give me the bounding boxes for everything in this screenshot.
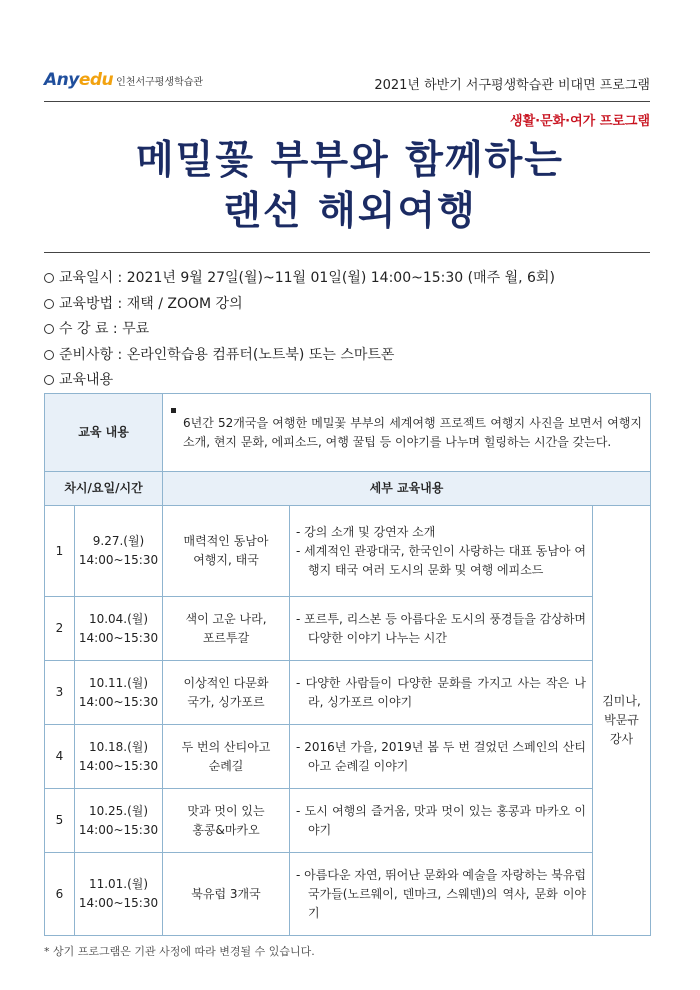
info-value: 2021년 9월 27일(월)~11월 01일(월) 14:00~15:30 (매주 월, 6회)	[126, 270, 555, 286]
session-date	[75, 853, 163, 936]
session-number: 2	[45, 597, 75, 661]
session-number: 5	[45, 789, 75, 853]
title-divider	[44, 252, 650, 253]
footnote: * 상기 프로그램은 기관 사정에 따라 변경될 수 있습니다.	[44, 945, 315, 958]
detail-line: - 2016년 가을, 2019년 봄 두 번 걸었던 스페인의 산티아고 순례길 이야기	[296, 739, 587, 773]
circle-bullet-icon	[44, 299, 54, 309]
session-date	[75, 661, 163, 725]
logo	[44, 70, 203, 90]
session-number: 1	[45, 506, 75, 597]
time-text: 14:00~15:30	[78, 630, 159, 645]
date-text: 9.27.(월)	[92, 534, 145, 548]
circle-bullet-icon	[44, 375, 54, 385]
table-row	[45, 506, 651, 597]
square-bullet-icon	[171, 408, 176, 413]
session-details	[290, 725, 593, 789]
detail-line: - 세계적인 관광대국, 한국인이 사랑하는 대표 동남아 여행지 태국 여러 도시의 문화 및 여행 에피소드	[296, 543, 587, 577]
session-date	[75, 725, 163, 789]
time-text: 14:00~15:30	[78, 758, 159, 773]
info-list	[44, 268, 650, 396]
time-text: 14:00~15:30	[78, 896, 159, 910]
summary-cell	[163, 394, 651, 472]
session-date	[75, 597, 163, 661]
table-row	[45, 853, 651, 936]
detail-line: - 도시 여행의 즐거움, 맛과 멋이 있는 홍콩과 마카오 이야기	[296, 803, 587, 837]
info-row-schedule: 교육일시 : 2021년 9월 27일(월)~11월 01일(월) 14:00~15:30 (매주 월, 6회)	[44, 268, 650, 294]
date-text: 10.25.(월)	[88, 803, 149, 818]
program-title: 2021년 하반기 서구평생학습관 비대면 프로그램	[374, 78, 650, 93]
session-topic: 이상적인 다문화 국가, 싱가포르	[163, 661, 290, 725]
info-label: 교육일시	[59, 270, 114, 286]
session-topic: 매력적인 동남아 여행지, 태국	[163, 506, 290, 597]
curriculum-table	[44, 393, 651, 936]
session-number: 6	[45, 853, 75, 936]
time-text: 14:00~15:30	[78, 822, 159, 837]
info-value: 온라인학습용 컴퓨터(노트북) 또는 스마트폰	[126, 346, 395, 363]
session-details	[290, 853, 593, 936]
column-header-session: 차시/요일/시간	[45, 472, 163, 506]
session-number: 3	[45, 661, 75, 725]
detail-line: - 강의 소개 및 강연자 소개	[296, 524, 436, 539]
info-label: 수 강 료	[59, 321, 109, 337]
session-details	[290, 597, 593, 661]
info-label: 교육방법	[59, 295, 114, 312]
instructor-cell: 김미나, 박문규 강사	[593, 506, 651, 936]
session-details	[290, 661, 593, 725]
info-row-preparation: 준비사항 : 온라인학습용 컴퓨터(노트북) 또는 스마트폰	[44, 345, 650, 371]
info-label: 준비사항	[59, 346, 114, 363]
detail-line: - 다양한 사람들이 다양한 문화를 가지고 사는 작은 나라, 싱가포르 이야기	[296, 675, 587, 709]
logo-org-name: 인천서구평생학습관	[116, 77, 204, 88]
column-header-detail: 세부 교육내용	[163, 472, 651, 506]
date-text: 10.18.(월)	[88, 739, 149, 754]
table-row	[45, 661, 651, 725]
title-line-1: 메밀꽃 부부와 함께하는	[136, 138, 564, 183]
session-date	[75, 789, 163, 853]
table-row	[45, 597, 651, 661]
info-value: 무료	[122, 321, 150, 337]
date-text: 10.04.(월)	[88, 611, 149, 626]
info-row-fee: 수 강 료 : 무료	[44, 319, 650, 345]
table-header-row	[45, 472, 651, 506]
info-label: 교육내용	[59, 372, 114, 388]
detail-line: - 아름다운 자연, 뛰어난 문화와 예술을 자랑하는 북유럽 국가들(노르웨이, 덴마크, 스웨덴)의 역사, 문화 이야기	[296, 867, 587, 920]
circle-bullet-icon	[44, 273, 54, 283]
detail-line: - 포르투, 리스본 등 아름다운 도시의 풍경들을 감상하며 다양한 이야기 나누는 시간	[296, 611, 587, 645]
info-value: 재택 / ZOOM 강의	[126, 295, 243, 312]
summary-text: 6년간 52개국을 여행한 메밀꽃 부부의 세계여행 프로젝트 여행지 사진을 보면서 여행지 소개, 현지 문화, 에피소드, 여행 꿀팁 등 이야기를 나누며 힐링하는 시간을 갖는다.	[183, 415, 643, 449]
time-text: 14:00~15:30	[78, 553, 159, 567]
page-title	[0, 135, 700, 237]
logo-mark: Anyedu	[44, 70, 114, 90]
session-details	[290, 506, 593, 597]
title-line-2: 랜선 해외여행	[223, 189, 477, 234]
table-row	[45, 789, 651, 853]
summary-label: 교육 내용	[45, 394, 163, 472]
session-topic: 북유럽 3개국	[163, 853, 290, 936]
date-text: 10.11.(월)	[88, 675, 149, 690]
session-number: 4	[45, 725, 75, 789]
session-topic: 색이 고운 나라, 포르투갈	[163, 597, 290, 661]
category-label: 생활·문화·여가 프로그램	[510, 114, 650, 129]
time-text: 14:00~15:30	[78, 694, 159, 709]
circle-bullet-icon	[44, 350, 54, 360]
session-details	[290, 789, 593, 853]
header-divider	[44, 101, 650, 102]
circle-bullet-icon	[44, 324, 54, 334]
session-topic: 맛과 멋이 있는 홍콩&마카오	[163, 789, 290, 853]
session-topic: 두 번의 산티아고 순례길	[163, 725, 290, 789]
session-date	[75, 506, 163, 597]
info-row-method: 교육방법 : 재택 / ZOOM 강의	[44, 294, 650, 320]
summary-row	[45, 394, 651, 472]
info-row-content	[44, 370, 650, 396]
date-text: 11.01.(월)	[88, 877, 149, 891]
table-row	[45, 725, 651, 789]
